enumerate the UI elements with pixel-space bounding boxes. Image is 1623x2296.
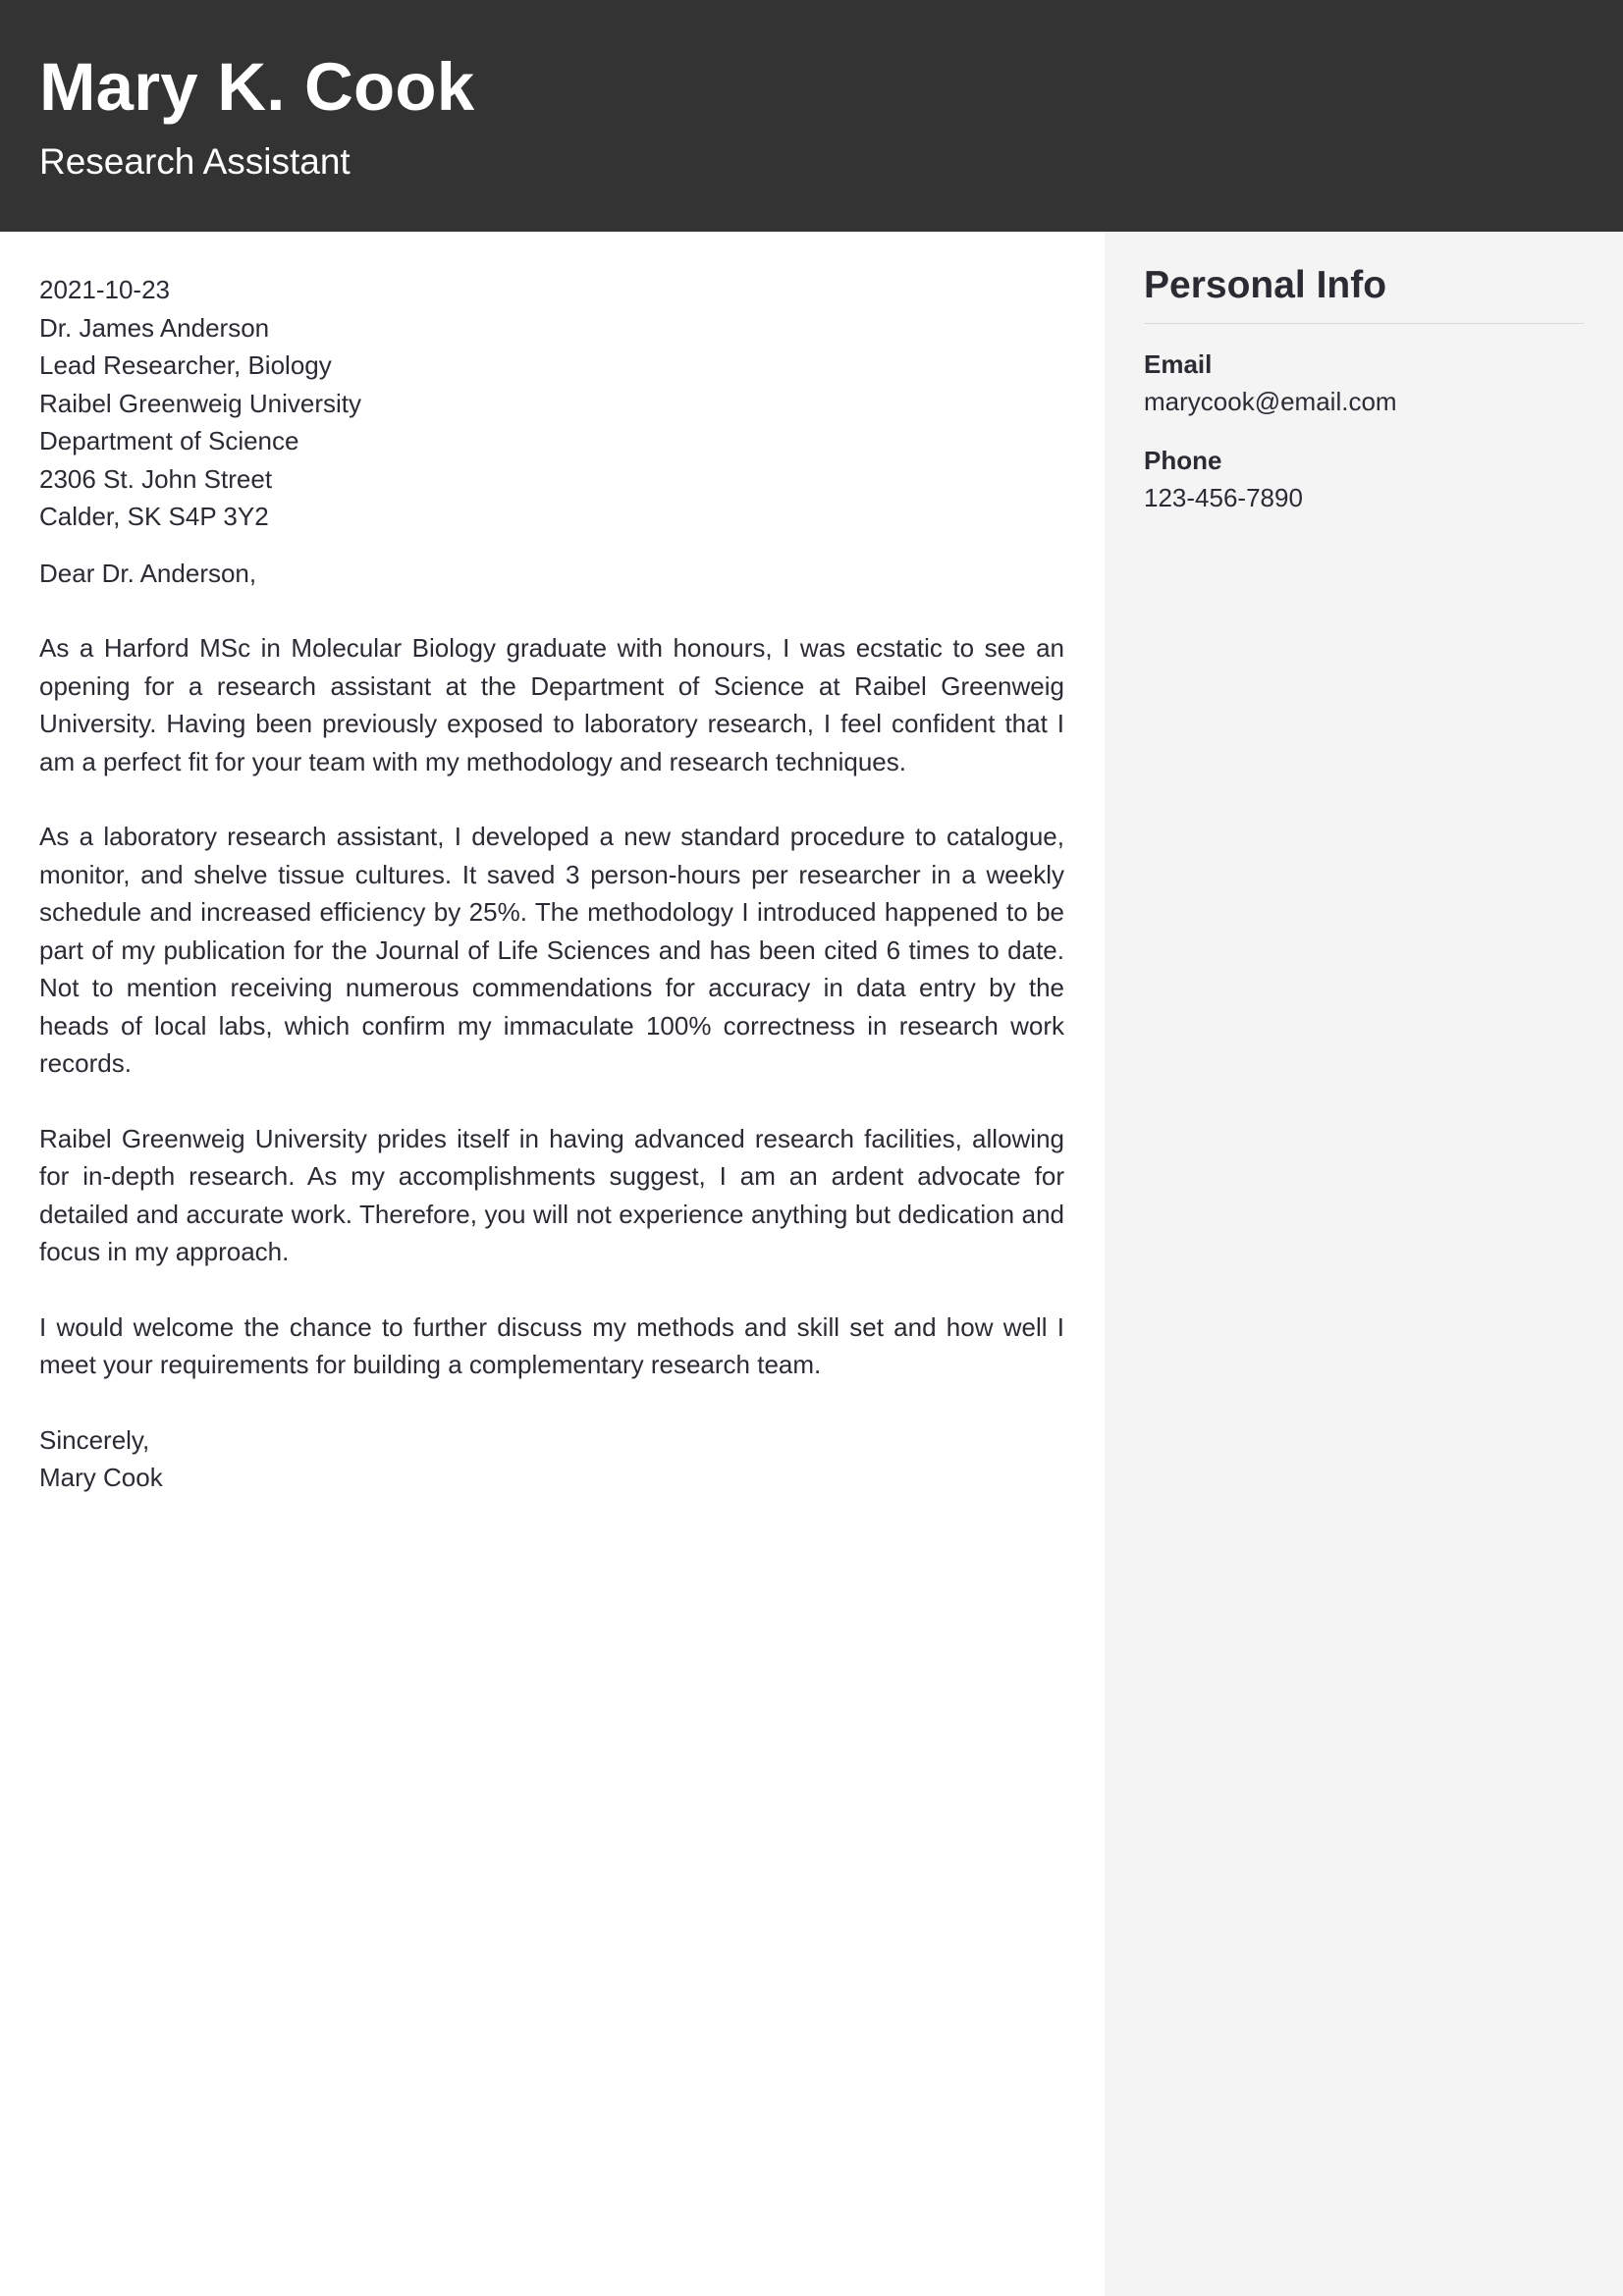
applicant-name: Mary K. Cook — [39, 49, 475, 125]
applicant-job-title: Research Assistant — [39, 141, 351, 182]
phone-label: Phone — [1144, 445, 1222, 475]
personal-info-heading: Personal Info — [1144, 263, 1584, 324]
letter-paragraph-4: I would welcome the chance to further discuss my methods and skill set and how well I meet your requirements for building a complementary research team. — [39, 1311, 1064, 1379]
letter-date: 2021-10-23 — [39, 275, 170, 304]
letter-closing: Sincerely, — [39, 1424, 150, 1455]
phone-value: 123-456-7890 — [1144, 482, 1303, 512]
recipient-name: Dr. James Anderson — [39, 312, 270, 343]
letter-greeting: Dear Dr. Anderson, — [39, 558, 257, 588]
recipient-position: Lead Researcher, Biology — [39, 350, 332, 380]
personal-info-section — [1144, 263, 1584, 516]
recipient-department: Department of Science — [39, 426, 299, 455]
recipient-street: 2306 St. John Street — [39, 463, 273, 494]
letter-paragraph-1: As a Harford MSc in Molecular Biology graduate with honours, I was ecstatic to see an opening for a research assistant at the Department of Science at Raibel Greenweig University. Having been previously exposed to laboratory research, I feel confident that I am a perfect fit for your team with my methodology and research techniques. — [39, 633, 1064, 776]
letter-body — [39, 271, 1064, 1497]
header-banner — [0, 0, 1623, 232]
email-label: Email — [1144, 348, 1213, 379]
recipient-organization: Raibel Greenweig University — [39, 388, 362, 418]
email-value: marycook@email.com — [1144, 386, 1397, 416]
sidebar — [1105, 232, 1623, 2296]
letter-paragraph-2: As a laboratory research assistant, I developed a new standard procedure to catalogue, monitor, and shelve tissue cultures. It saved 3 person-hours per researcher in a weekly schedule and increased efficiency by 25%. The methodology I introduced happened to be part of my publication for the Journal of Life Sciences and has been cited 6 times to date. Not to mention receiving numerous commendations for accuracy in data entry by the heads of local labs, which confirm my immaculate 100% correctness in research work records. — [39, 822, 1064, 1078]
recipient-city: Calder, SK S4P 3Y2 — [39, 502, 269, 531]
letter-signature: Mary Cook — [39, 1463, 163, 1492]
letter-paragraph-3: Raibel Greenweig University prides itself in having advanced research facilities, allowing for in-depth research. As my accomplishments suggest, I am an ardent advocate for detailed and accurate work. Therefore, you will not experience anything but dedication and focus in my approach. — [39, 1123, 1064, 1266]
